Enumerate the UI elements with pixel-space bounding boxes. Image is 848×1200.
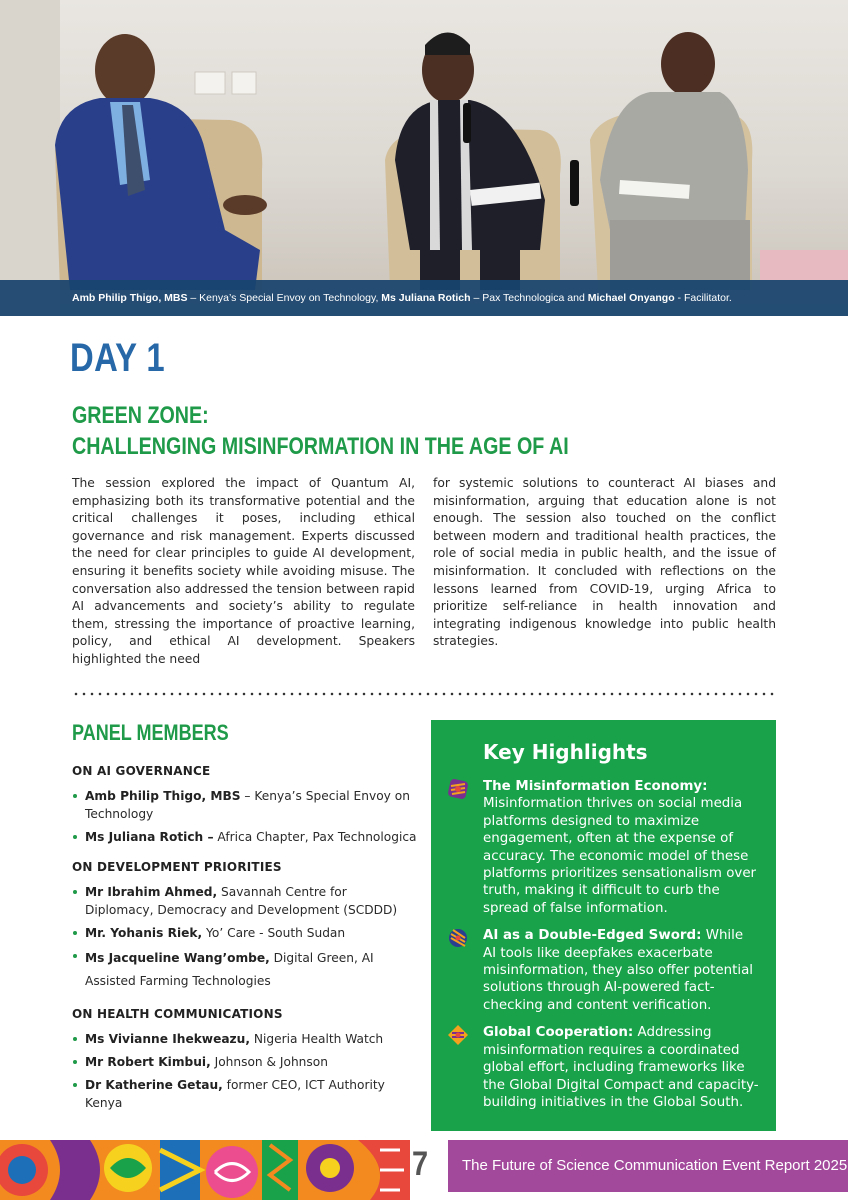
member-role: – Kenya’s Special Envoy on Technology	[85, 789, 410, 821]
member-role: Digital Green, AI Assisted Farming Technologies	[85, 951, 374, 988]
member-name: Ms Vivianne Ihekweazu,	[85, 1032, 250, 1046]
member-name: Amb Philip Thigo, MBS	[85, 789, 241, 803]
zone-title	[72, 400, 569, 462]
member-list-development-priorities	[72, 883, 417, 993]
section-heading-development-priorities: ON DEVELOPMENT PRIORITIES	[72, 860, 282, 874]
pattern-badge-icon	[447, 778, 469, 800]
member-name: Ms Jacqueline Wang’ombe,	[85, 951, 270, 965]
key-highlights-box	[431, 720, 776, 1131]
panel-members-list	[72, 764, 417, 1126]
caption-role-1: – Kenya’s Special Envoy on Technology,	[187, 292, 382, 304]
member-role: Yo’ Care - South Sudan	[202, 926, 346, 940]
caption-name-3: Michael Onyango	[587, 292, 675, 304]
member-item	[72, 1076, 417, 1112]
member-item	[72, 1053, 417, 1071]
highlight-item	[447, 778, 760, 917]
zone-title-line-2: CHALLENGING MISINFORMATION IN THE AGE OF AI	[72, 433, 569, 460]
highlight-heading: AI as a Double-Edged Sword:	[483, 928, 702, 944]
key-highlights-title: Key Highlights	[483, 740, 648, 764]
highlight-item	[447, 1024, 760, 1111]
member-name: Mr Robert Kimbui,	[85, 1055, 211, 1069]
member-list-ai-governance	[72, 787, 417, 846]
member-name: Mr Ibrahim Ahmed,	[85, 885, 218, 899]
zone-title-line-1: GREEN ZONE:	[72, 402, 209, 429]
member-name: Mr. Yohanis Riek,	[85, 926, 203, 940]
panel-members-title: PANEL MEMBERS	[72, 720, 229, 745]
page-number: 7	[412, 1145, 429, 1183]
member-item	[72, 1030, 417, 1048]
caption-role-2: – Pax Technologica and	[470, 292, 588, 304]
member-item	[72, 828, 417, 846]
footer-report-title: The Future of Science Communication Event Report 2025	[448, 1140, 848, 1192]
highlight-heading: Global Cooperation:	[483, 1025, 634, 1041]
footer-pattern-art	[0, 1140, 410, 1200]
hero-photo	[0, 0, 848, 316]
decorative-pattern-strip	[0, 1140, 410, 1200]
section-heading-ai-governance: ON AI GOVERNANCE	[72, 764, 211, 778]
caption-name-2: Ms Juliana Rotich	[381, 292, 471, 304]
member-item	[72, 883, 417, 919]
member-list-health-communications	[72, 1030, 417, 1112]
highlight-text: While AI tools like deepfakes exacerbate misinformation, they also offer potential solutions through AI-powered fact-checking and content verification.	[483, 928, 754, 1013]
member-item	[72, 787, 417, 823]
pattern-badge-icon	[447, 1024, 469, 1046]
caption-name-1: Amb Philip Thigo, MBS	[72, 292, 188, 304]
member-role: Savannah Centre for Diplomacy, Democracy and Development (SCDDD)	[85, 885, 398, 917]
pattern-badge-icon	[447, 927, 469, 949]
member-item	[72, 947, 417, 993]
member-name: Ms Juliana Rotich –	[85, 830, 214, 844]
section-heading-health-communications: ON HEALTH COMMUNICATIONS	[72, 1007, 283, 1021]
member-role: former CEO, ICT Authority Kenya	[85, 1078, 385, 1110]
body-text-right: for systemic solutions to counteract AI biases and misinformation, arguing that education alone is not enough. The session also touched on the conflict between modern and traditional health practices, the role of social media in public health, and the issue of misinformation. It concluded with reflections on the lessons learned from COVID-19, urging Africa to prioritize self-reliance in health innovation and integrating indigenous knowledge into public health strategies.	[433, 476, 776, 649]
member-role: Johnson & Johnson	[210, 1055, 328, 1069]
highlight-heading: The Misinformation Economy:	[483, 779, 708, 794]
dotted-divider	[72, 692, 776, 696]
photo-caption	[0, 280, 848, 316]
member-role: Nigeria Health Watch	[249, 1032, 384, 1046]
caption-role-3: - Facilitator.	[674, 292, 732, 304]
panel-photo-illustration	[0, 0, 848, 316]
day-title: DAY 1	[70, 336, 166, 380]
member-role: Africa Chapter, Pax Technologica	[213, 830, 417, 844]
highlight-text: Addressing misinformation requires a coordinated global effort, including frameworks like the Global Digital Compact and capacity-building initiatives in the Global South.	[483, 1025, 759, 1110]
highlight-text: Misinformation thrives on social media platforms designed to maximize engagement, often at the expense of accuracy. The economic model of these platforms prioritizes sensationalism over truth, making it difficult to curb the spread of false information.	[483, 796, 757, 916]
member-item	[72, 924, 417, 942]
member-name: Dr Katherine Getau,	[85, 1078, 223, 1092]
highlight-item	[447, 927, 760, 1014]
body-text-left: The session explored the impact of Quantum AI, emphasizing both its transformative potential and the critical challenges it poses, including ethical governance and risk management. Experts discussed the need for clear principles to guide AI development, ensuring it benefits society while avoiding misuse. The conversation also addressed the tension between rapid AI advancements and society’s ability to regulate them, stressing the importance of proactive learning, policy, and ethical AI development. Speakers highlighted the need	[72, 476, 415, 666]
